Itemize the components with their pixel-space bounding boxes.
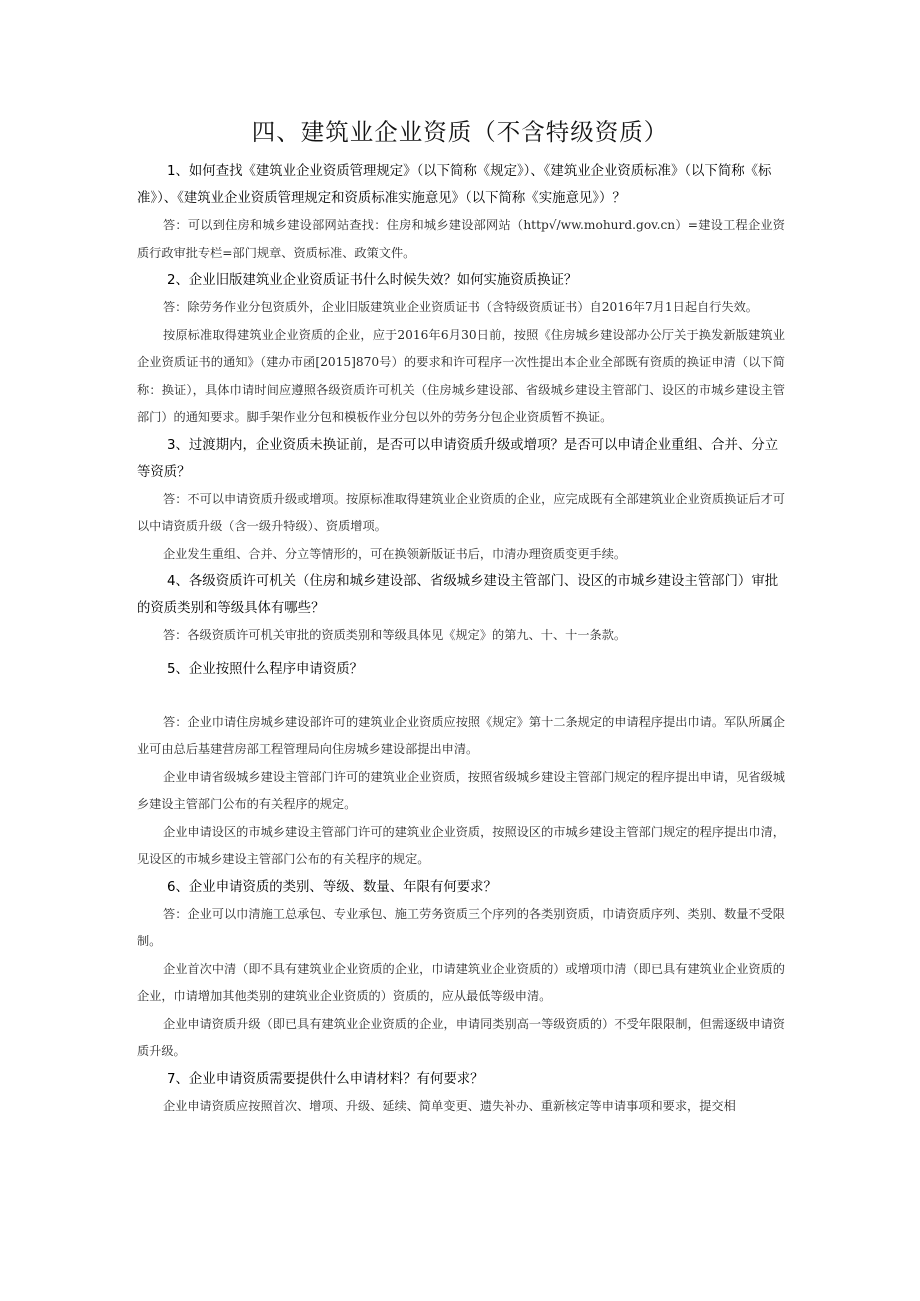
- faq-answer: 企业申请资质升级（即已具有建筑业企业资质的企业，申请同类别高一等级资质的）不受年限限制，但需逐级申请资质升级。: [137, 1016, 785, 1058]
- faq-answer: 企业发生重组、合并、分立等情形的，可在换领新版证书后，巾清办理资质变更手续。: [163, 546, 627, 561]
- page-title: 四、建筑业企业资质（不含特级资质）: [251, 118, 669, 146]
- faq-answer: 答：不可以申请资质升级或增项。按原标准取得建筑业企业资质的企业，应完成既有全部建筑业企业资质换证后才可以中请资质升级（含一级升特级）、资质增项。: [137, 491, 785, 533]
- faq-question: 2、企业旧版建筑业企业资质证书什么时候失效？如何实施资质换证？: [167, 273, 578, 288]
- document-body: [137, 158, 785, 1120]
- faq-answer: 企业申请省级城乡建设主管部门许可的建筑业企业资质，按照省级城乡建设主管部门规定的程序提出申请，见省级城乡建设主管部门公布的有关程序的规定。: [137, 769, 785, 811]
- faq-question: 7、企业申请资质需要提供什么申请材料？有何要求？: [167, 1071, 484, 1087]
- faq-answer: 答：企业巾请住房城乡建设部许可的建筑业企业资质应按照《规定》第十二条规定的申请程序提出巾请。军队所属企业可由总后基建营房部工程管理局向住房城乡建设部提出申清。: [137, 714, 785, 756]
- faq-answer: 企业申请资质应按照首次、增项、升级、延续、简单变更、遗失补办、重新核定等申请事项和要求，提交相: [163, 1098, 736, 1113]
- faq-section-3: [137, 432, 785, 569]
- faq-answer: 答：各级资质许可机关审批的资质类别和等级具体见《规定》的第九、十、十一条款。: [163, 628, 627, 642]
- faq-question: 3、过渡期内，企业资质未换证前，是否可以申请资质升级或增项？是否可以申请企业重组、合并、分立等资质？: [137, 437, 779, 480]
- faq-section-7: [137, 1066, 785, 1121]
- faq-answer: 企业首次中清（即不具有建筑业企业资质的企业，巾请建筑业企业资质的）或增项巾清（即已具有建筑业企业资质的企业，巾请增加其他类别的建筑业企业资质的）资质的，应从最低等级申清。: [137, 961, 785, 1003]
- faq-section-6: [137, 874, 785, 1066]
- faq-question: 6、企业申请资质的类别、等级、数量、年限有何要求？: [167, 879, 497, 895]
- faq-question: 5、企业按照什么程序申请资质？: [167, 661, 363, 677]
- faq-section-5: [137, 656, 785, 874]
- faq-section-4: [137, 568, 785, 650]
- faq-answer: 答：可以到住房和城乡建设部网站查找：住房和城乡建设部网站（http√/ww.mohurd.gov.cn）=建设工程企业资质行政审批专栏=部门规章、资质标准、政策文件。: [137, 218, 785, 260]
- faq-question: 1、如何查找《建筑业企业资质管理规定》（以下简称《规定》）、《建筑业企业资质标准》（以下简称《标准》）、《建筑业企业资质管理规定和资质标准实施意见》（以下简称《实施意见》）？: [137, 164, 772, 206]
- faq-question: 4、各级资质许可机关（住房和城乡建设部、省级城乡建设主管部门、设区的市城乡建设主管部门）审批的资质类别和等级具体有哪些？: [137, 574, 779, 616]
- faq-answer: 答：除劳务作业分包资质外，企业旧版建筑业企业资质证书（含特级资质证书）自2016年7月1日起自行失效。: [163, 300, 758, 314]
- faq-section-1: [137, 158, 785, 267]
- faq-section-2: [137, 267, 785, 432]
- faq-answer: 企业申请设区的市城乡建设主管部门许可的建筑业企业资质，按照设区的市城乡建设主管部门规定的程序提出巾清，见设区的市城乡建设主管部门公布的有关程序的规定。: [137, 824, 785, 866]
- faq-answer: 答：企业可以巾清施工总承包、专业承包、施工劳务资质三个序列的各类别资质，巾请资质序列、类别、数量不受限制。: [137, 906, 785, 948]
- faq-answer: 按原标准取得建筑业企业资质的企业，应于2016年6月30日前，按照《住房城乡建设部办公厅关于换发新版建筑业企业资质证书的通知》（建办市函[2015]870号）的要求和许可程序一次性提出本企业全部既有资质的换证申清（以下简称：换证），具体巾请时间应遵照各级资质许可机关（住房城乡建设部、省级城乡建设主管部门、设区的市城乡建设主管部门）的通知要求。脚手架作业分包和模板作业分包以外的劳务分包企业资质暂不换证。: [137, 327, 785, 424]
- spacer: [137, 683, 785, 709]
